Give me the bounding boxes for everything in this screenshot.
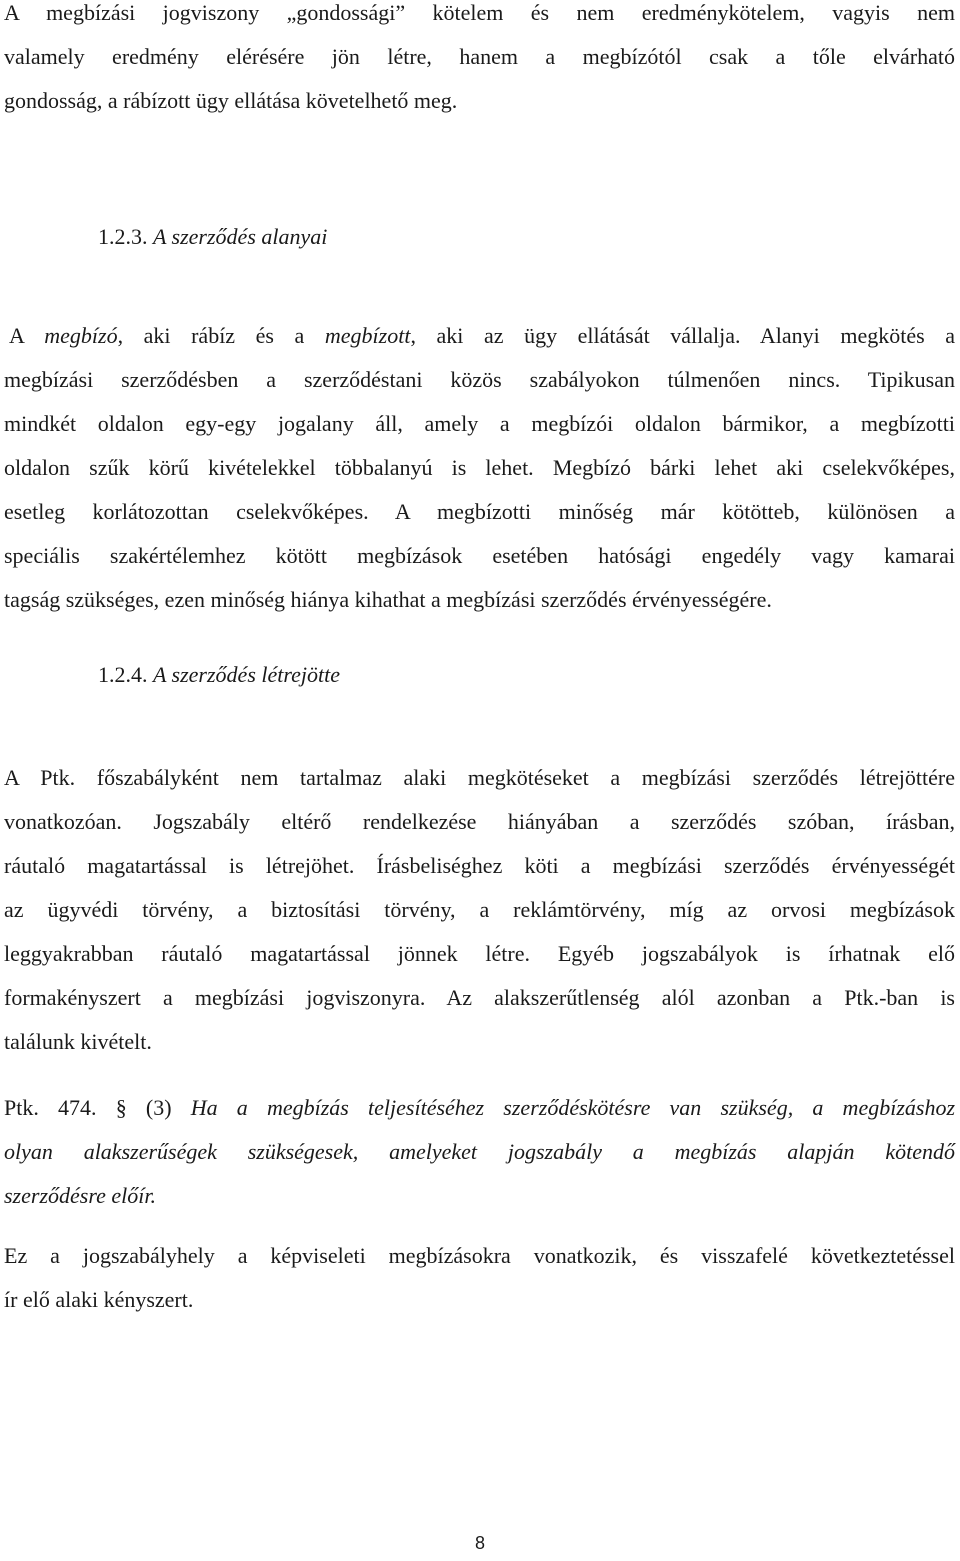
text-line: az ügyvédi törvény, a biztosítási törvény, a reklámtörvény, míg az orvosi megbízások [4,897,955,922]
text-run: A [9,323,45,348]
page-number: 8 [474,1533,485,1553]
text-line: formakényszert a megbízási jogviszonyra. Az alakszerűtlenség alól azonban a Ptk.-ban is [4,985,955,1010]
section-title: A szerződés létrejötte [153,662,340,687]
text-line: esetleg korlátozottan cselekvőképes. A megbízotti minőség már kötötteb, különösen a [4,499,955,524]
paragraph-szerzodes-letrejotte [4,756,955,1064]
text-line [4,1086,955,1130]
text-line: tagság szükséges, ezen minőség hiánya kihathat a megbízási szerződés érvényességére. [4,587,772,612]
text-line: ír elő alaki kényszert. [4,1287,194,1312]
text-run: , aki az ügy ellátását vállalja. Alanyi megkötés a [410,323,955,348]
paragraph-szerzodes-alanyai-cont [4,358,955,622]
statute-reference: Ptk. 474. § (3) [4,1095,191,1120]
statute-quote: Ha a megbízás teljesítéséhez szerződéskötésre van szükség, a megbízáshoz [190,1095,956,1120]
section-number: 1.2.3. [98,224,148,249]
text-line: vonatkozóan. Jogszabály eltérő rendelkezése hiányában a szerződés szóban, írásban, [4,809,955,834]
text-line: valamely eredmény elérésére jön létre, hanem a megbízótól csak a tőle elvárható [4,44,955,69]
text-line: olyan alakszerűségek szükségesek, amelyeket jogszabály a megbízás alapján kötendő [4,1139,955,1164]
text-line: speciális szakértélemhez kötött megbízások esetében hatósági engedély vagy kamarai [4,543,955,568]
text-line [9,314,955,358]
text-line: találunk kivételt. [4,1029,152,1054]
text-line: leggyakrabban ráutaló magatartással jönnek létre. Egyéb jogszabályok is írhatnak elő [4,941,955,966]
text-line: szerződésre előír. [4,1183,156,1208]
section-number: 1.2.4. [98,662,148,687]
text-line: oldalon szűk körű kivételekkel többalanyú is lehet. Megbízó bárki lehet aki cselekvőképes, [4,455,955,480]
text-line: megbízási szerződésben a szerződéstani közös szabályokon túlmenően nincs. Tipikusan [4,367,955,392]
section-heading-szerzodes-letrejotte [98,661,340,689]
section-heading-szerzodes-alanyai [98,223,327,251]
text-line: A Ptk. főszabályként nem tartalmaz alaki megkötéseket a megbízási szerződés létrejöttére [4,765,955,790]
paragraph-ptk-474 [4,1086,955,1218]
term-megbizo: megbízó [44,323,118,348]
term-megbizott: megbízott [324,323,411,348]
paragraph-szerzodes-alanyai [9,314,955,358]
text-run: , aki rábíz és a [117,323,325,348]
text-line: mindkét oldalon egy-egy jogalany áll, amely a megbízói oldalon bármikor, a megbízotti [4,411,955,436]
text-line: A megbízási jogviszony „gondossági” kötelem és nem eredménykötelem, vagyis nem [4,0,955,25]
text-line: ráutaló magatartással is létrejöhet. Írásbeliséghez köti a megbízási szerződés érvényességét [4,853,955,878]
paragraph-kepviseleti-megbizas [4,1234,955,1322]
section-title: A szerződés alanyai [153,224,328,249]
text-line: gondosság, a rábízott ügy ellátása követelhető meg. [4,88,458,113]
paragraph-gondossagi-kotelem [4,0,955,123]
text-line: Ez a jogszabályhely a képviseleti megbízásokra vonatkozik, és visszafelé következtetéssel [4,1243,955,1268]
